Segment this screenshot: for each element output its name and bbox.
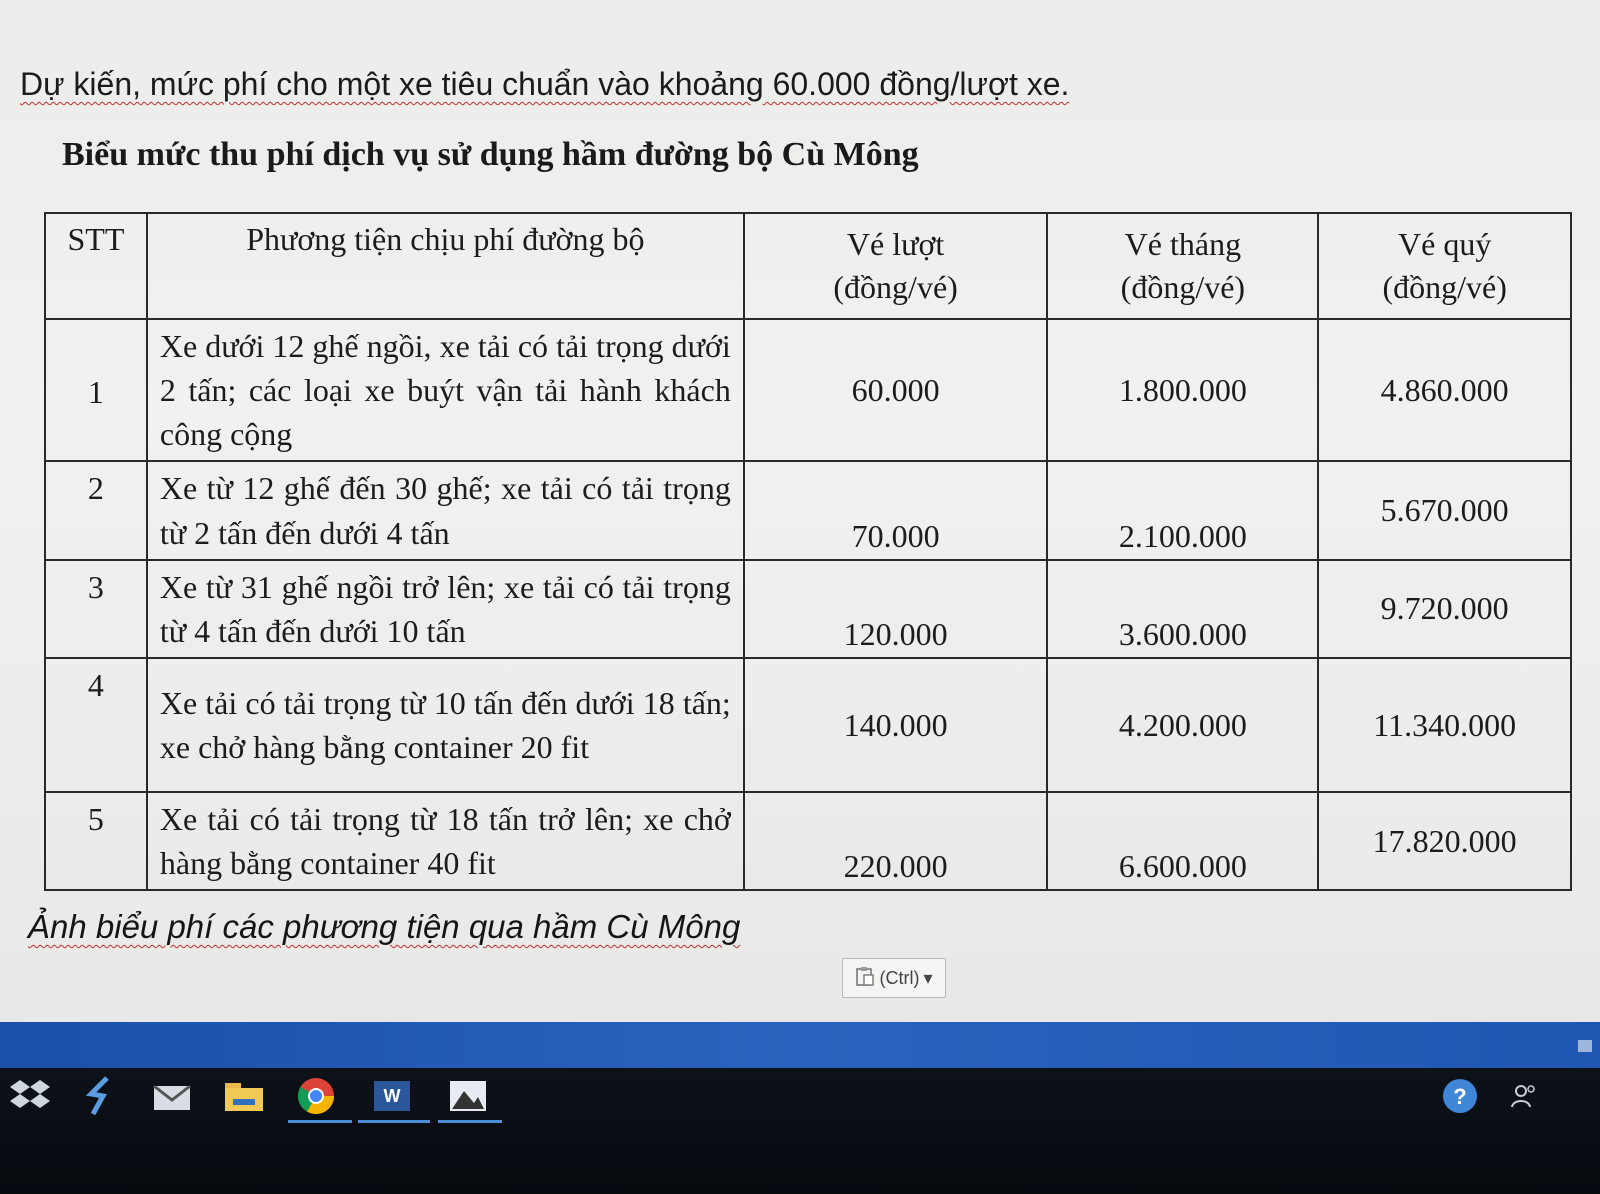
chrome-active-indicator [288, 1120, 352, 1123]
image-caption: Ảnh biểu phí các phương tiện qua hầm Cù Mông [28, 908, 741, 945]
photos-active-indicator [438, 1120, 502, 1123]
row-vehicle: Xe tải có tải trọng từ 10 tấn đến dưới 18 tấn; xe chở hàng bằng container 20 fit [147, 658, 744, 792]
svg-text:?: ? [1453, 1084, 1467, 1109]
header-monthly-ticket [1047, 213, 1318, 319]
fee-table [44, 212, 1572, 891]
file-explorer-icon[interactable] [220, 1072, 268, 1120]
table-row [45, 461, 1571, 559]
row-stt: 5 [45, 792, 147, 890]
table-header-row [45, 213, 1571, 319]
row-monthly-fee: 6.600.000 [1047, 792, 1318, 890]
row-single-fee: 140.000 [744, 658, 1048, 792]
status-bar-icon [1578, 1040, 1592, 1052]
header-quarterly-line2: (đồng/vé) [1382, 269, 1507, 305]
header-single-line2: (đồng/vé) [833, 269, 958, 305]
row-monthly-fee: 3.600.000 [1047, 560, 1318, 658]
header-single-line1: Vé lượt [846, 225, 945, 262]
paste-options-button[interactable] [842, 958, 946, 998]
header-vehicle: Phương tiện chịu phí đường bộ [147, 213, 744, 319]
row-vehicle: Xe dưới 12 ghế ngồi, xe tải có tải trọng dưới 2 tấn; các loại xe buýt vận tải hành khách công cộng [147, 319, 744, 461]
row-stt: 1 [45, 319, 147, 461]
row-stt: 2 [45, 461, 147, 559]
word-icon[interactable] [368, 1072, 416, 1120]
row-vehicle: Xe từ 12 ghế đến 30 ghế; xe tải có tải trọng từ 2 tấn đến dưới 4 tấn [147, 461, 744, 559]
photos-icon[interactable] [444, 1072, 492, 1120]
row-single-fee: 120.000 [744, 560, 1048, 658]
chevron-down-icon: ▾ [923, 967, 933, 988]
row-quarterly-fee: 17.820.000 [1318, 792, 1571, 890]
word-icon-label: W [383, 1085, 401, 1106]
app-s-icon[interactable] [76, 1072, 124, 1120]
dropbox-icon[interactable] [6, 1072, 54, 1120]
table-row [45, 319, 1571, 461]
header-monthly-line2: (đồng/vé) [1120, 269, 1246, 305]
mail-icon[interactable] [148, 1072, 196, 1120]
chrome-icon[interactable] [292, 1072, 340, 1120]
paste-options-label: (Ctrl) [879, 967, 920, 988]
table-title: Biểu mức thu phí dịch vụ sử dụng hầm đường bộ Cù Mông [62, 136, 919, 173]
row-single-fee: 220.000 [744, 792, 1048, 890]
row-stt: 3 [45, 560, 147, 658]
row-monthly-fee: 2.100.000 [1047, 461, 1318, 559]
word-active-indicator [358, 1120, 430, 1123]
header-quarterly-ticket [1318, 213, 1571, 319]
header-stt: STT [45, 213, 147, 319]
row-monthly-fee: 1.800.000 [1047, 319, 1318, 461]
row-stt: 4 [45, 658, 147, 792]
intro-paragraph: Dự kiến, mức phí cho một xe tiêu chuẩn vào khoảng 60.000 đồng/lượt xe. [20, 66, 1070, 102]
table-row [45, 792, 1571, 890]
table-row [45, 658, 1571, 792]
row-quarterly-fee: 4.860.000 [1318, 319, 1571, 461]
row-vehicle: Xe từ 31 ghế ngồi trở lên; xe tải có tải trọng từ 4 tấn đến dưới 10 tấn [147, 560, 744, 658]
row-quarterly-fee: 5.670.000 [1318, 461, 1571, 559]
clipboard-icon [855, 965, 875, 992]
row-single-fee: 70.000 [744, 461, 1048, 559]
row-quarterly-fee: 11.340.000 [1318, 658, 1571, 792]
table-row [45, 560, 1571, 658]
help-icon[interactable] [1436, 1072, 1484, 1120]
row-single-fee: 60.000 [744, 319, 1048, 461]
people-icon[interactable] [1500, 1072, 1548, 1120]
row-monthly-fee: 4.200.000 [1047, 658, 1318, 792]
header-quarterly-line1: Vé quý [1398, 225, 1492, 262]
row-quarterly-fee: 9.720.000 [1318, 560, 1571, 658]
status-bar [0, 1022, 1600, 1072]
row-vehicle: Xe tải có tải trọng từ 18 tấn trở lên; xe chở hàng bằng container 40 fit [147, 792, 744, 890]
header-single-ticket [744, 213, 1048, 319]
header-monthly-line1: Vé tháng [1124, 225, 1242, 262]
